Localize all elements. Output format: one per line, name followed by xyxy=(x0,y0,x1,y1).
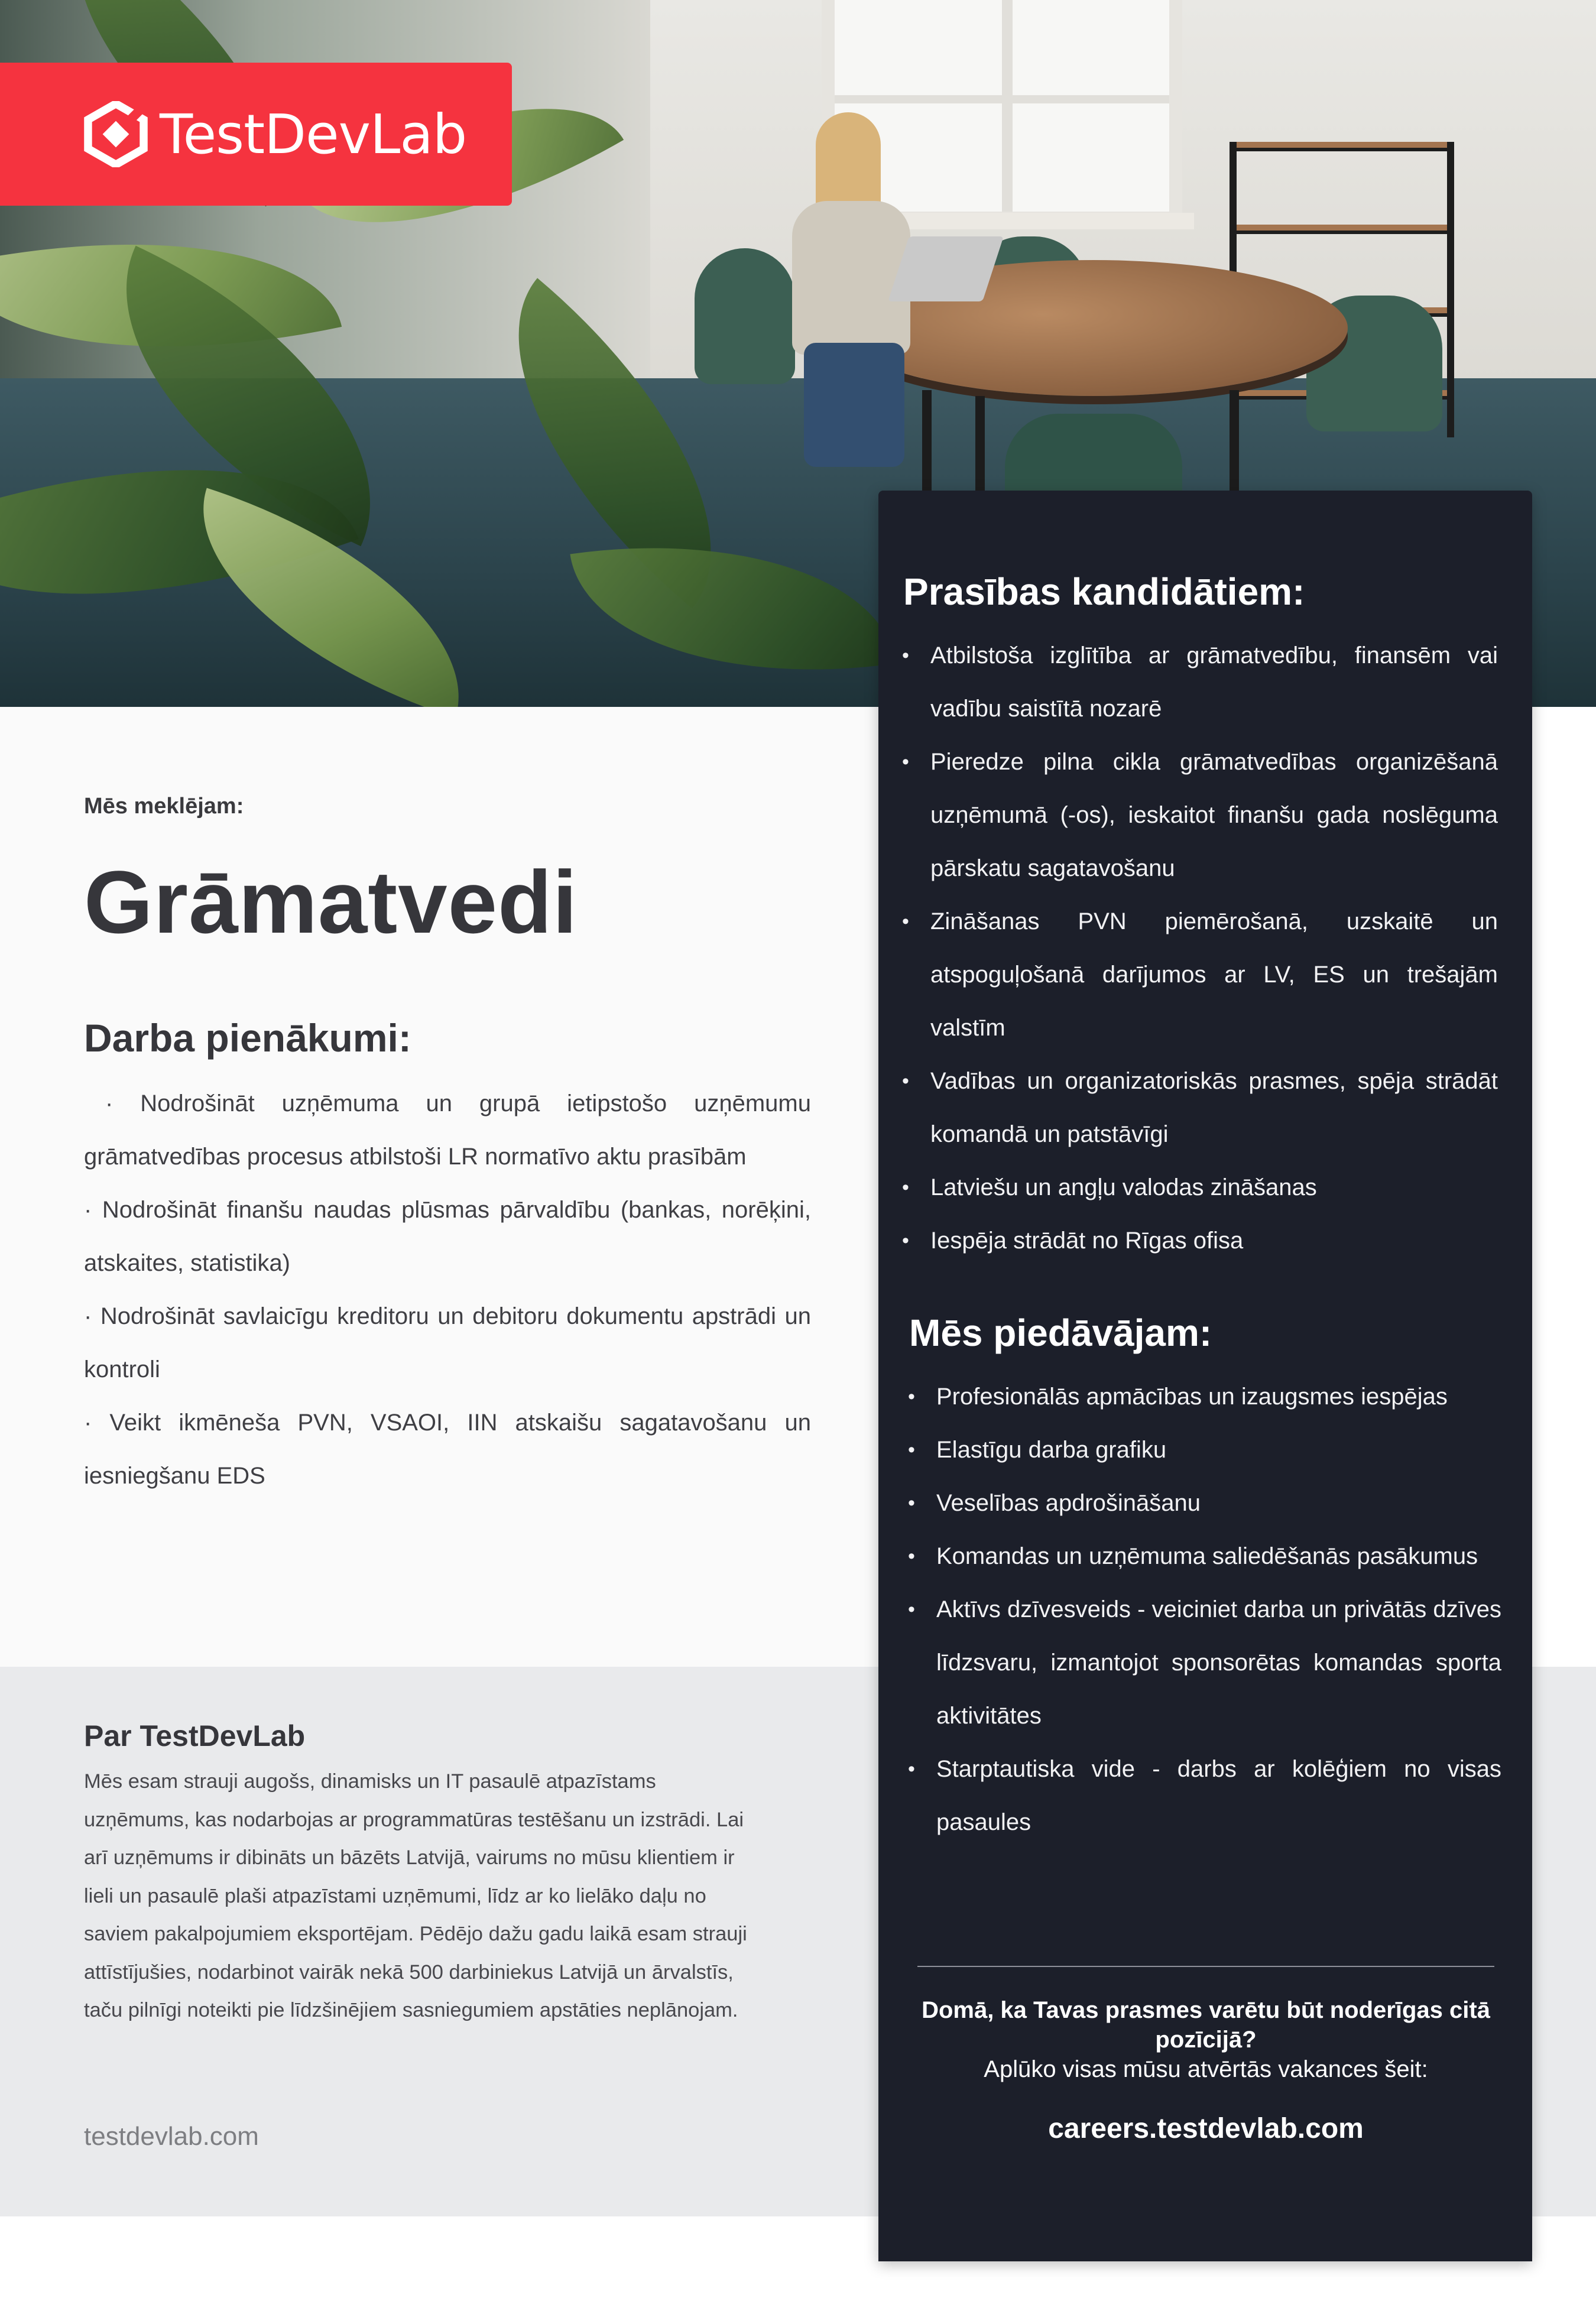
duty-item: · Nodrošināt uzņēmuma un grupā ietipstošo uzņēmumu grāmatvedības procesus atbilstoši LR normatīvo aktu prasībām xyxy=(84,1090,811,1170)
eyebrow-text: Mēs meklējam: xyxy=(84,794,244,819)
duty-item: · Veikt ikmēneša PVN, VSAOI, IIN atskaišu sagatavošanu un iesniegšanu EDS xyxy=(84,1410,811,1489)
about-text xyxy=(84,1763,799,2030)
requirement-item: • Vadības un organizatoriskās prasmes, spēja strādāt komandā un patstāvīgi xyxy=(896,1054,1498,1161)
testdevlab-logo-icon xyxy=(83,101,149,167)
offer-item: • Profesionālās apmācības un izaugsmes iespējas xyxy=(902,1370,1501,1423)
card-divider xyxy=(917,1966,1494,1967)
offer-item: • Elastīgu darba grafiku xyxy=(902,1423,1501,1476)
offer-list xyxy=(902,1370,1501,1849)
offer-item: • Komandas un uzņēmuma saliedēšanās pasākumus xyxy=(902,1530,1501,1583)
requirements-list xyxy=(896,629,1498,1267)
requirements-heading: Prasības kandidātiem: xyxy=(903,570,1305,613)
logo-banner xyxy=(0,63,512,206)
requirement-item: • Atbilstoša izglītība ar grāmatvedību, finansēm vai vadību saistītā nozarē xyxy=(896,629,1498,735)
website-link[interactable]: testdevlab.com xyxy=(84,2122,259,2151)
about-line: uzņēmums, kas nodarbojas ar programmatūras testēšanu un izstrādi. Lai xyxy=(84,1808,744,1831)
offer-item: • Starptautiska vide - darbs ar kolēģiem no visas pasaules xyxy=(902,1742,1501,1849)
about-line: lieli un pasaulē plaši atpazīstami uzņēmumi, līdz ar ko lielāko daļu no xyxy=(84,1884,706,1907)
duties-heading: Darba pienākumi: xyxy=(84,1016,411,1060)
offer-heading: Mēs piedāvājam: xyxy=(909,1312,1212,1354)
duties-list xyxy=(84,1077,811,1502)
duty-item: · Nodrošināt savlaicīgu kreditoru un debitoru dokumentu apstrādi un kontroli xyxy=(84,1303,811,1382)
about-line: Mēs esam strauji augošs, dinamisks un IT pasaulē atpazīstams xyxy=(84,1770,656,1793)
cta-block xyxy=(917,1995,1494,2145)
about-line: attīstījušies, nodarbinot vairāk nekā 500 darbiniekus Latvijā un ārvalstīs, xyxy=(84,1961,734,1984)
about-line: taču pilnīgi noteikti pie līdzšinējiem sasniegumiem apstāties neplānojam. xyxy=(84,1999,738,2021)
requirement-item: • Zināšanas PVN piemērošanā, uzskaitē un atspoguļošanā darījumos ar LV, ES un trešajām valstīm xyxy=(896,895,1498,1054)
requirements-card xyxy=(878,491,1532,2261)
cta-text: Aplūko visas mūsu atvērtās vakances šeit: xyxy=(984,2056,1428,2082)
requirement-item: • Latviešu un angļu valodas zināšanas xyxy=(896,1161,1498,1214)
cta-question: Domā, ka Tavas prasmes varētu būt noderīgas citā pozīcijā? xyxy=(922,1997,1490,2053)
about-line: saviem pakalpojumiem eksportējam. Pēdējo dažu gadu laikā esam strauji xyxy=(84,1923,747,1945)
offer-item: • Veselības apdrošināšanu xyxy=(902,1476,1501,1530)
about-line: arī uzņēmums ir dibināts un bāzēts Latvijā, vairums no mūsu klientiem ir xyxy=(84,1846,735,1869)
requirement-item: • Pieredze pilna cikla grāmatvedības organizēšanā uzņēmumā (-os), ieskaitot finanšu gada noslēguma pārskatu sagatavošanu xyxy=(896,735,1498,895)
about-heading: Par TestDevLab xyxy=(84,1719,306,1752)
careers-link[interactable]: careers.testdevlab.com xyxy=(1048,2113,1364,2144)
requirement-item: • Iespēja strādāt no Rīgas ofisa xyxy=(896,1214,1498,1267)
offer-item: • Aktīvs dzīvesveids - veiciniet darba un privātās dzīves līdzsvaru, izmantojot sponsorētas komandas sporta aktivitātes xyxy=(902,1583,1501,1742)
job-title: Grāmatvedi xyxy=(84,852,578,952)
brand-name: TestDevLab xyxy=(160,102,467,166)
duty-item: · Nodrošināt finanšu naudas plūsmas pārvaldību (bankas, norēķini, atskaites, statistika) xyxy=(84,1197,811,1276)
